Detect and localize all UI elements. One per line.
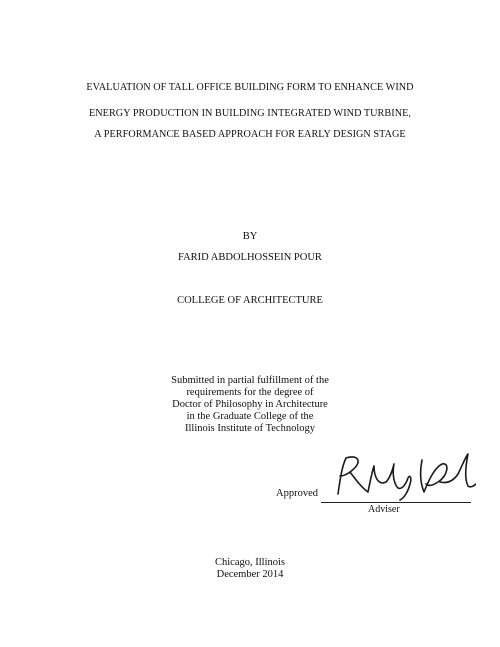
- signature-line: [321, 502, 471, 503]
- location: Chicago, Illinois: [215, 557, 285, 568]
- date: December 2014: [216, 569, 284, 580]
- adviser-signature: [316, 452, 476, 504]
- thesis-title-line-2: ENERGY PRODUCTION IN BUILDING INTEGRATED WIND TURBINE,: [89, 108, 411, 119]
- adviser-label: Adviser: [368, 504, 400, 515]
- approval-block: [276, 452, 476, 522]
- thesis-title-line-1: EVALUATION OF TALL OFFICE BUILDING FORM TO ENHANCE WIND: [86, 82, 414, 93]
- approved-label: Approved: [276, 488, 318, 499]
- by-label: BY: [242, 231, 258, 242]
- submission-line-5: Illinois Institute of Technology: [184, 423, 315, 434]
- thesis-title-line-3: A PERFORMANCE BASED APPROACH FOR EARLY DESIGN STAGE: [94, 129, 406, 140]
- submission-line-2: requirements for the degree of: [186, 387, 314, 398]
- college-name: COLLEGE OF ARCHITECTURE: [177, 295, 323, 306]
- submission-line-1: Submitted in partial fulfillment of the: [171, 375, 329, 386]
- author-name: FARID ABDOLHOSSEIN POUR: [178, 252, 322, 263]
- submission-line-4: in the Graduate College of the: [186, 411, 314, 422]
- submission-line-3: Doctor of Philosophy in Architecture: [172, 399, 328, 410]
